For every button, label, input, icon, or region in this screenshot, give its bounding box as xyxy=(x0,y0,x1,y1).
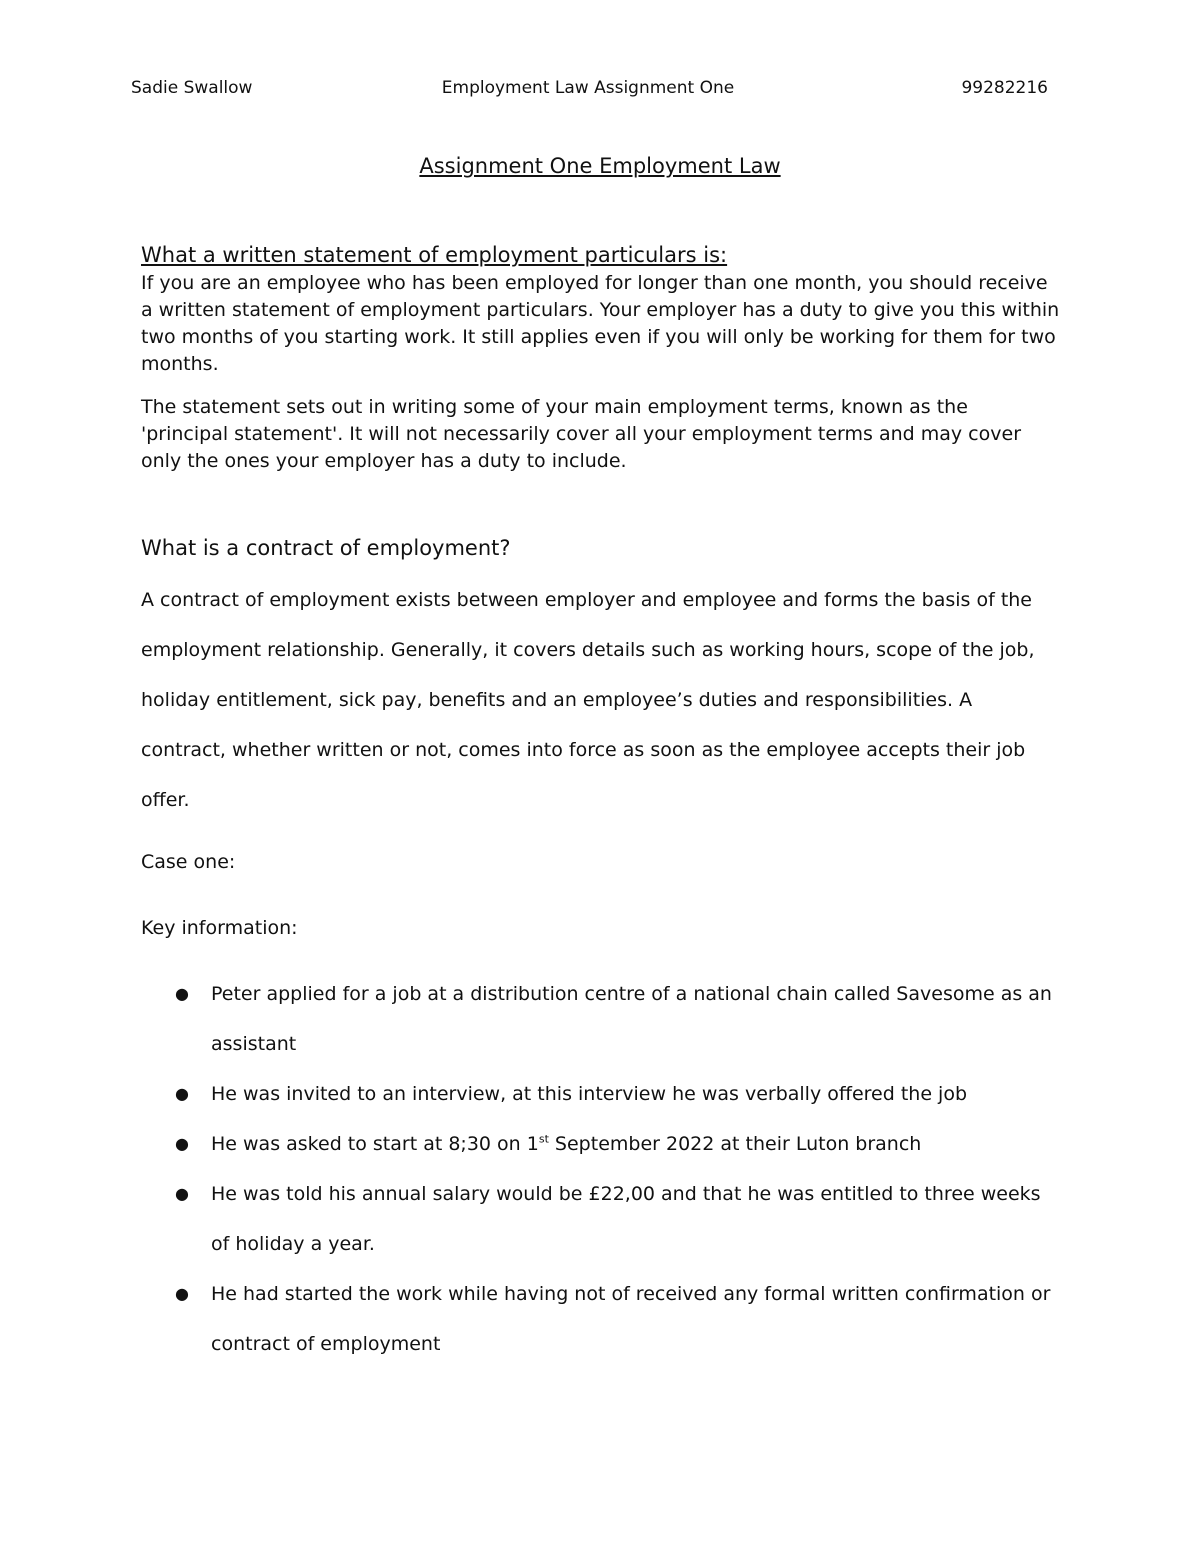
list-item xyxy=(141,969,1061,1069)
list-item-text: He was told his annual salary would be £22,00 and that he was entitled to three weeks of holiday a year. xyxy=(211,1183,1041,1255)
paragraph-written-statement-2: The statement sets out in writing some of your main employment terms, known as the 'principal statement'. It will not necessarily cover all your employment terms and may cover only the ones your employer has a duty to include. xyxy=(141,396,1022,472)
header-author: Sadie Swallow xyxy=(131,78,253,98)
header-student-id: 99282216 xyxy=(961,78,1048,98)
key-information-list xyxy=(141,969,1061,1369)
list-item xyxy=(141,1169,1061,1269)
list-item-text: Peter applied for a job at a distribution centre of a national chain called Savesome as an assistant xyxy=(211,983,1052,1055)
paragraph-contract: A contract of employment exists between employer and employee and forms the basis of the employment relationship. Generally, it covers details such as working hours, scope of the job, holiday entitlement, sick pay, benefits and an employee’s duties and responsibilities. A contract, whether written or not, comes into force as soon as the employee accepts their job offer. xyxy=(141,589,1035,811)
bullet-dot-icon: ● xyxy=(175,1284,189,1303)
bullet-dot-icon: ● xyxy=(175,1134,189,1153)
list-item-text: He was invited to an interview, at this interview he was verbally offered the job xyxy=(211,1083,968,1105)
list-item-text: He had started the work while having not of received any formal written confirmation or contract of employment xyxy=(211,1283,1051,1355)
bullet-dot-icon: ● xyxy=(175,984,189,1003)
bullet-dot-icon: ● xyxy=(175,1084,189,1103)
list-item xyxy=(141,1269,1061,1369)
section-heading-contract: What is a contract of employment? xyxy=(141,536,511,560)
list-item xyxy=(141,1119,1061,1169)
key-information-label: Key information: xyxy=(141,917,298,939)
bullet-dot-icon: ● xyxy=(175,1184,189,1203)
paragraph-written-statement-1: If you are an employee who has been employed for longer than one month, you should receive a written statement of employment particulars. Your employer has a duty to give you this within two months of you starting work. It still applies even if you will only be working for them for two months. xyxy=(141,272,1060,375)
list-item-text-start: He was asked to start at 8;30 on 1 xyxy=(211,1133,539,1155)
document-title: Assignment One Employment Law xyxy=(419,154,781,178)
header-course-title: Employment Law Assignment One xyxy=(441,78,735,98)
case-label: Case one: xyxy=(141,851,236,873)
list-item xyxy=(141,1069,1061,1119)
section-heading-written-statement: What a written statement of employment particulars is: xyxy=(141,243,728,267)
list-item-text-end: September 2022 at their Luton branch xyxy=(548,1133,922,1155)
ordinal-suffix: st xyxy=(538,1132,549,1146)
